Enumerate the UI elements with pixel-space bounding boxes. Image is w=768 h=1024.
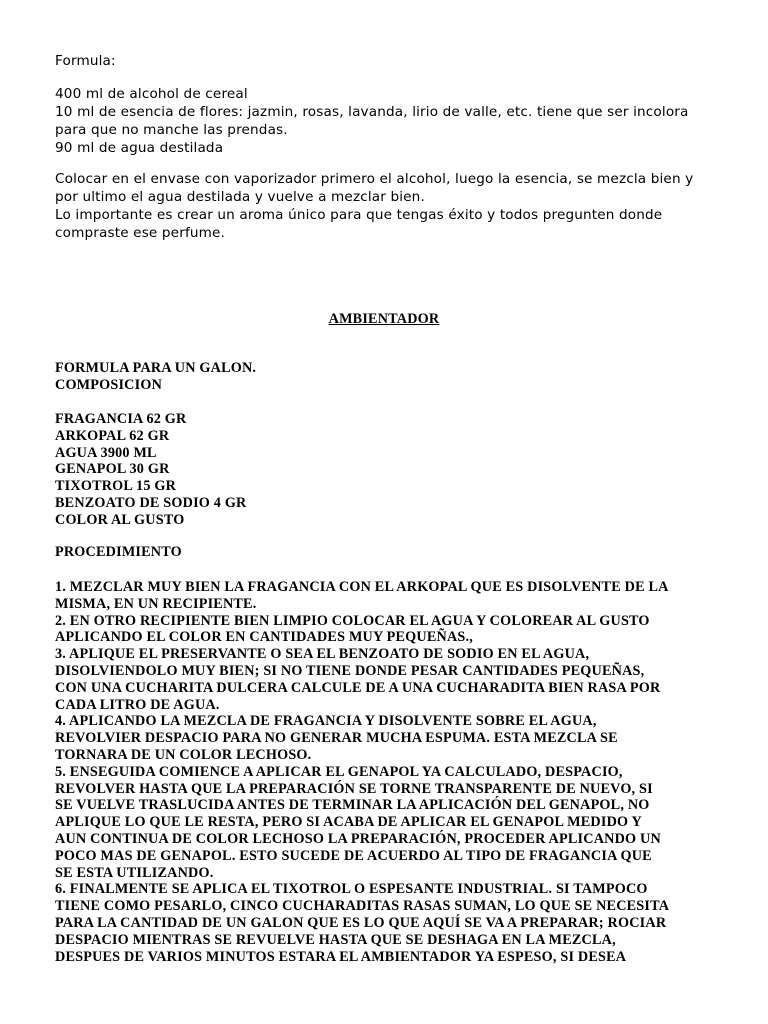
procedure-steps: [55, 579, 720, 965]
ambientador-title: AMBIENTADOR: [328, 311, 440, 327]
formula-label: Formula:: [55, 53, 116, 69]
procedure-line: 3. APLIQUE EL PRESERVANTE O SEA EL BENZOATO DE SODIO EN EL AGUA,: [55, 646, 590, 663]
procedure-line: DISOLVIENDOLO MUY BIEN; SI NO TIENE DONDE PESAR CANTIDADES PEQUEÑAS,: [55, 662, 645, 679]
ingredient-line: 10 ml de esencia de flores: jazmin, rosas, lavanda, lirio de valle, etc. tiene que ser incolora: [55, 104, 689, 120]
procedure-heading-block: [55, 544, 720, 561]
procedure-line: 6. FINALMENTE SE APLICA EL TIXOTROL O ESPESANTE INDUSTRIAL. SI TAMPOCO: [55, 881, 648, 898]
procedure-line: TIENE COMO PESARLO, CINCO CUCHARADITAS RASAS SUMAN, LO QUE SE NECESITA: [55, 898, 670, 915]
instruction-line: Lo importante es crear un aroma único para que tengas éxito y todos pregunten donde: [55, 207, 663, 223]
ingredient-line: para que no manche las prendas.: [55, 122, 288, 138]
procedure-line: MISMA, EN UN RECIPIENTE.: [55, 595, 257, 612]
formula-heading: FORMULA PARA UN GALON.: [55, 360, 257, 376]
instruction-line: Colocar en el envase con vaporizador primero el alcohol, luego la esencia, se mezcla bien y: [55, 171, 694, 187]
procedure-line: CADA LITRO DE AGUA.: [55, 696, 220, 713]
ingredient-line: 400 ml de alcohol de cereal: [55, 86, 248, 102]
procedure-line: PARA LA CANTIDAD DE UN GALON QUE ES LO QUE AQUÍ SE VA A PREPARAR; ROCIAR: [55, 914, 667, 931]
perfume-instructions: [55, 170, 720, 242]
component-item: TIXOTROL 15 GR: [55, 478, 177, 495]
procedure-line: REVOLVIER DESPACIO PARA NO GENERAR MUCHA ESPUMA. ESTA MEZCLA SE: [55, 730, 618, 747]
component-item: BENZOATO DE SODIO 4 GR: [55, 494, 247, 511]
procedure-line: 5. ENSEGUIDA COMIENCE A APLICAR EL GENAPOL YA CALCULADO, DESPACIO,: [55, 763, 623, 780]
procedure-line: TORNARA DE UN COLOR LECHOSO.: [55, 746, 312, 763]
procedure-line: SE ESTA UTILIZANDO.: [55, 864, 214, 881]
instruction-line: por ultimo el agua destilada y vuelve a mezclar bien.: [55, 189, 425, 205]
component-item: COLOR AL GUSTO: [55, 511, 185, 528]
procedure-heading: PROCEDIMIENTO: [55, 544, 182, 560]
procedure-line: 2. EN OTRO RECIPIENTE BIEN LIMPIO COLOCAR EL AGUA Y COLOREAR AL GUSTO: [55, 612, 650, 629]
component-item: GENAPOL 30 GR: [55, 461, 170, 478]
procedure-line: DESPUES DE VARIOS MINUTOS ESTARA EL AMBIENTADOR YA ESPESO, SI DESEA: [55, 948, 627, 965]
procedure-line: 1. MEZCLAR MUY BIEN LA FRAGANCIA CON EL ARKOPAL QUE ES DISOLVENTE DE LA: [55, 579, 669, 595]
formula-label-block: [55, 52, 720, 70]
perfume-ingredients: [55, 85, 720, 157]
components-list: [55, 411, 720, 529]
procedure-line: CON UNA CUCHARITA DULCERA CALCULE DE A UNA CUCHARADITA BIEN RASA POR: [55, 679, 661, 696]
procedure-line: AUN CONTINUA DE COLOR LECHOSO LA PREPARACIÓN, PROCEDER APLICANDO UN: [55, 830, 661, 847]
ambientador-formula-headings: [55, 360, 720, 394]
composition-heading: COMPOSICION: [55, 376, 163, 393]
procedure-line: APLICANDO EL COLOR EN CANTIDADES MUY PEQUEÑAS.,: [55, 629, 473, 646]
procedure-line: REVOLVER HASTA QUE LA PREPARACIÓN SE TORNE TRANSPARENTE DE NUEVO, SI: [55, 780, 653, 797]
component-item: ARKOPAL 62 GR: [55, 427, 170, 444]
procedure-line: POCO MAS DE GENAPOL. ESTO SUCEDE DE ACUERDO AL TIPO DE FRAGANCIA QUE: [55, 847, 652, 864]
procedure-line: SE VUELVE TRASLUCIDA ANTES DE TERMINAR LA APLICACIÓN DEL GENAPOL, NO: [55, 797, 650, 814]
component-item: AGUA 3900 ML: [55, 444, 157, 461]
ingredient-line: 90 ml de agua destilada: [55, 140, 224, 156]
instruction-line: compraste ese perfume.: [55, 225, 226, 241]
procedure-line: APLIQUE LO QUE LE RESTA, PERO SI ACABA DE APLICAR EL GENAPOL MEDIDO Y: [55, 814, 642, 831]
component-item: FRAGANCIA 62 GR: [55, 411, 187, 427]
procedure-line: 4. APLICANDO LA MEZCLA DE FRAGANCIA Y DISOLVENTE SOBRE EL AGUA,: [55, 713, 597, 730]
procedure-line: DESPACIO MIENTRAS SE REVUELVE HASTA QUE SE DESHAGA EN LA MEZCLA,: [55, 931, 616, 948]
